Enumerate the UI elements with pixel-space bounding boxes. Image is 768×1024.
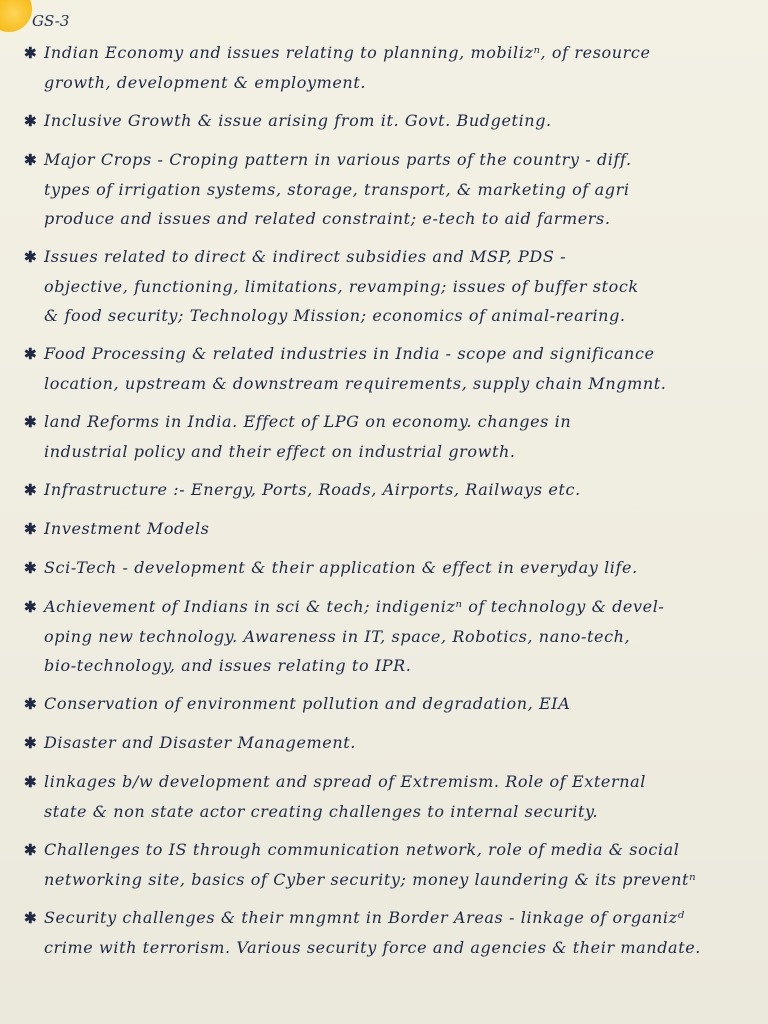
note-text: crime with terrorism. Various security force and agencies & their mandate.	[44, 938, 701, 957]
bullet-asterisk-icon: ✱	[24, 345, 38, 363]
note-item	[24, 689, 754, 719]
note-text: bio-technology, and issues relating to IPR.	[44, 656, 412, 675]
note-line-first	[24, 689, 754, 719]
note-text: Security challenges & their mngmnt in Border Areas - linkage of organizᵈ	[44, 908, 685, 927]
sticky-tab	[0, 0, 32, 32]
note-item	[24, 475, 754, 505]
note-text: & food security; Technology Mission; economics of animal-rearing.	[44, 306, 626, 325]
note-text: Issues related to direct & indirect subsidies and MSP, PDS -	[44, 247, 567, 266]
note-item	[24, 553, 754, 583]
note-line-first	[24, 903, 754, 933]
note-item	[24, 38, 754, 97]
note-text: Food Processing & related industries in India - scope and significance	[44, 344, 655, 363]
note-item	[24, 339, 754, 398]
note-line-continued	[24, 369, 754, 398]
note-text: objective, functioning, limitations, revamping; issues of buffer stock	[44, 277, 639, 296]
bullet-asterisk-icon: ✱	[24, 112, 38, 130]
note-text: produce and issues and related constraint; e-tech to aid farmers.	[44, 209, 611, 228]
note-item	[24, 767, 754, 826]
note-line-continued	[24, 301, 754, 330]
note-line-first	[24, 553, 754, 583]
note-line-first	[24, 514, 754, 544]
note-text: Infrastructure :- Energy, Ports, Roads, Airports, Railways etc.	[44, 480, 581, 499]
note-line-continued	[24, 272, 754, 301]
note-line-continued	[24, 797, 754, 826]
bullet-asterisk-icon: ✱	[24, 598, 38, 616]
note-line-first	[24, 145, 754, 175]
bullet-asterisk-icon: ✱	[24, 520, 38, 538]
bullet-asterisk-icon: ✱	[24, 248, 38, 266]
note-text: Investment Models	[44, 519, 210, 538]
bullet-asterisk-icon: ✱	[24, 734, 38, 752]
note-line-first	[24, 767, 754, 797]
bullet-asterisk-icon: ✱	[24, 481, 38, 499]
note-text: linkages b/w development and spread of Extremism. Role of External	[44, 772, 647, 791]
note-item	[24, 242, 754, 330]
bullet-asterisk-icon: ✱	[24, 773, 38, 791]
note-text: Conservation of environment pollution and degradation, EIA	[44, 694, 571, 713]
note-line-first	[24, 835, 754, 865]
note-text: Sci-Tech - development & their application & effect in everyday life.	[44, 558, 638, 577]
note-text: Inclusive Growth & issue arising from it. Govt. Budgeting.	[44, 111, 552, 130]
note-text: location, upstream & downstream requirements, supply chain Mngmnt.	[44, 374, 667, 393]
note-line-continued	[24, 175, 754, 204]
note-line-continued	[24, 622, 754, 651]
note-text: Achievement of Indians in sci & tech; indigenizⁿ of technology & devel-	[44, 597, 665, 616]
note-line-first	[24, 728, 754, 758]
bullet-asterisk-icon: ✱	[24, 841, 38, 859]
note-text: industrial policy and their effect on industrial growth.	[44, 442, 516, 461]
note-item	[24, 407, 754, 466]
note-item	[24, 106, 754, 136]
bullet-asterisk-icon: ✱	[24, 559, 38, 577]
bullet-asterisk-icon: ✱	[24, 695, 38, 713]
note-line-continued	[24, 865, 754, 894]
note-text: growth, development & employment.	[44, 73, 367, 92]
note-text: oping new technology. Awareness in IT, space, Robotics, nano-tech,	[44, 627, 631, 646]
page-label: GS-3	[32, 12, 70, 30]
note-line-first	[24, 592, 754, 622]
bullet-asterisk-icon: ✱	[24, 44, 38, 62]
note-text: networking site, basics of Cyber security; money laundering & its preventⁿ	[44, 870, 697, 889]
note-line-first	[24, 38, 754, 68]
bullet-asterisk-icon: ✱	[24, 151, 38, 169]
note-text: Disaster and Disaster Management.	[44, 733, 356, 752]
note-line-continued	[24, 933, 754, 962]
note-item	[24, 903, 754, 962]
note-text: types of irrigation systems, storage, transport, & marketing of agri	[44, 180, 630, 199]
note-line-continued	[24, 437, 754, 466]
note-line-first	[24, 106, 754, 136]
note-text: Indian Economy and issues relating to planning, mobilizⁿ, of resource	[44, 43, 651, 62]
bullet-asterisk-icon: ✱	[24, 909, 38, 927]
note-line-first	[24, 475, 754, 505]
note-line-first	[24, 407, 754, 437]
note-item	[24, 592, 754, 680]
note-item	[24, 835, 754, 894]
note-item	[24, 145, 754, 233]
note-text: Challenges to IS through communication network, role of media & social	[44, 840, 680, 859]
bullet-asterisk-icon: ✱	[24, 413, 38, 431]
note-item	[24, 728, 754, 758]
note-line-continued	[24, 651, 754, 680]
note-text: Major Crops - Croping pattern in various parts of the country - diff.	[44, 150, 632, 169]
note-line-first	[24, 242, 754, 272]
note-item	[24, 514, 754, 544]
notes-list	[24, 38, 754, 971]
note-line-first	[24, 339, 754, 369]
note-line-continued	[24, 204, 754, 233]
note-text: state & non state actor creating challenges to internal security.	[44, 802, 599, 821]
note-line-continued	[24, 68, 754, 97]
note-text: land Reforms in India. Effect of LPG on economy. changes in	[44, 412, 572, 431]
